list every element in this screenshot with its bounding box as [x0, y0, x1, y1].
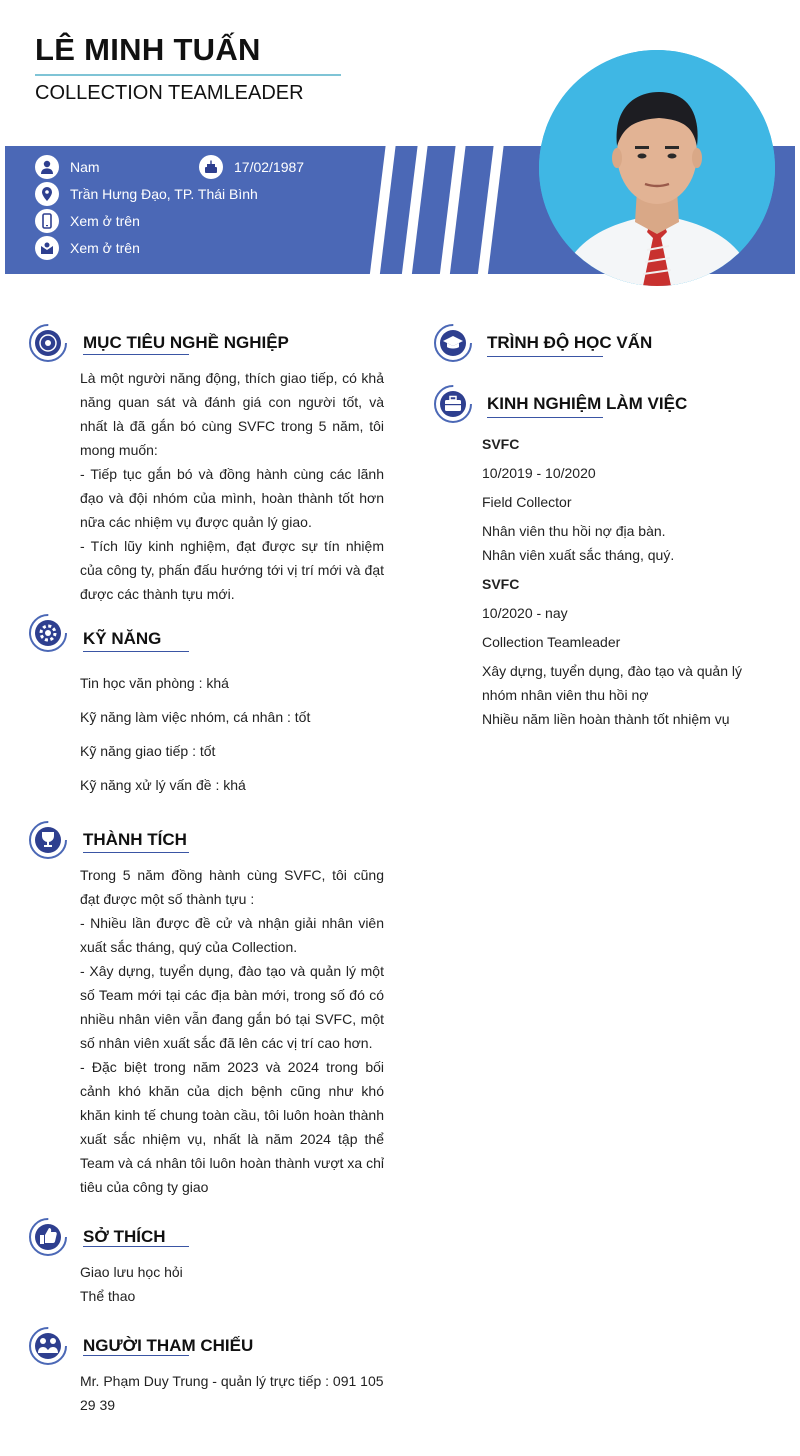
job-company: SVFC	[482, 436, 520, 452]
job-description: Xây dựng, tuyển dụng, đào tạo và quản lý nhóm nhân viên thu hồi nợ	[482, 663, 743, 703]
hobbies-underline	[83, 1246, 189, 1247]
profile-photo	[539, 50, 775, 286]
skills-underline	[83, 651, 189, 652]
skill-item: Tin học văn phòng : khá	[80, 675, 229, 691]
objective-paragraph: - Tiếp tục gắn bó và đồng hành cùng các lãnh đạo và đội nhóm của mình, hoàn thành tốt hơn nữa các nhiệm vụ được quản lý giao.	[80, 466, 384, 530]
experience-underline	[487, 417, 603, 418]
graduation-cap-icon	[433, 323, 473, 363]
candidate-name: LÊ MINH TUẤN	[35, 32, 261, 67]
job-description: Nhiều năm liền hoàn thành tốt nhiệm vụ	[482, 711, 730, 727]
job-period: 10/2020 - nay	[482, 605, 568, 621]
job-position: Field Collector	[482, 494, 572, 510]
decor-stripe	[475, 146, 505, 274]
achievement-paragraph: - Đặc biệt trong năm 2023 và 2024 trong bối cảnh khó khăn của dịch bệnh cũng như khó khăn kinh tế chung toàn cầu, tôi luôn hoàn thành xuất sắc nhiệm vụ, nhất là năm 2024 tập thể Team và cá nhân tôi luôn hoàn thành vượt xa chỉ tiêu của công ty giao	[80, 1059, 384, 1195]
location-pin-icon	[35, 182, 59, 206]
education-underline	[487, 356, 603, 357]
skill-item: Kỹ năng giao tiếp : tốt	[80, 743, 216, 759]
email-icon	[35, 236, 59, 260]
references-underline	[83, 1355, 189, 1356]
achievement-paragraph: - Xây dựng, tuyển dụng, đào tạo và quản lý một số Team mới tại các địa bàn mới, trong số đó có nhiều nhân viên vẫn đang gắn bó tại SVFC, một số nhân viên xuất sắc đã lên các vị trí cao hơn.	[80, 963, 384, 1051]
contact-birthday	[199, 155, 304, 179]
hobby-item: Giao lưu học hỏi	[80, 1264, 183, 1280]
references-title: NGƯỜI THAM CHIẾU	[83, 1336, 254, 1355]
skill-item: Kỹ năng xử lý vấn đề : khá	[80, 777, 246, 793]
target-icon	[28, 323, 68, 363]
contact-gender	[35, 155, 100, 179]
job-position: Collection Teamleader	[482, 634, 621, 650]
decor-stripe	[367, 146, 397, 274]
achievements-title: THÀNH TÍCH	[83, 830, 187, 849]
achievement-paragraph: - Nhiều lần được đề cử và nhận giải nhân viên xuất sắc tháng, quý của Collection.	[80, 915, 384, 955]
skills-title: KỸ NĂNG	[83, 629, 162, 648]
handshake-icon	[28, 1326, 68, 1366]
hobbies-title: SỞ THÍCH	[83, 1227, 166, 1246]
gear-icon	[28, 613, 68, 653]
achievement-paragraph: Trong 5 năm đồng hành cùng SVFC, tôi cũng đạt được một số thành tựu :	[80, 867, 384, 907]
thumbs-up-icon	[28, 1217, 68, 1257]
objective-title: MỤC TIÊU NGHỀ NGHIỆP	[83, 333, 289, 352]
briefcase-icon	[433, 384, 473, 424]
birthday-text: 17/02/1987	[234, 159, 305, 175]
phone-icon	[35, 209, 59, 233]
email-text: Xem ở trên	[70, 240, 140, 256]
trophy-icon	[28, 820, 68, 860]
decor-stripe	[437, 146, 467, 274]
job-period: 10/2019 - 10/2020	[482, 465, 596, 481]
person-icon	[35, 155, 59, 179]
job-description: Nhân viên thu hồi nợ địa bàn.	[482, 523, 666, 539]
cake-icon	[199, 155, 223, 179]
decor-stripe	[399, 146, 429, 274]
skill-item: Kỹ năng làm việc nhóm, cá nhân : tốt	[80, 709, 311, 725]
contact-email	[35, 236, 140, 260]
achievements-underline	[83, 852, 189, 853]
name-underline	[35, 74, 341, 76]
job-company: SVFC	[482, 576, 520, 592]
job-description: Nhân viên xuất sắc tháng, quý.	[482, 547, 675, 563]
education-title: TRÌNH ĐỘ HỌC VẤN	[487, 333, 653, 352]
contact-phone	[35, 209, 140, 233]
contact-address	[35, 182, 258, 206]
objective-paragraph: - Tích lũy kinh nghiệm, đạt được sự tín nhiệm của công ty, phấn đấu hướng tới vị trí mới và đạt được các thành tựu mới.	[80, 538, 384, 602]
address-text: Trần Hưng Đạo, TP. Thái Bình	[70, 186, 258, 202]
experience-title: KINH NGHIỆM LÀM VIỆC	[487, 394, 688, 413]
hobby-item: Thể thao	[80, 1288, 136, 1304]
gender-text: Nam	[70, 159, 100, 175]
job-title: COLLECTION TEAMLEADER	[35, 82, 304, 104]
objective-paragraph: Là một người năng động, thích giao tiếp, có khả năng quan sát và đánh giá con người tốt, và nhất là đã gắn bó cùng SVFC trong 5 năm, tôi mong muốn:	[80, 370, 384, 458]
reference-text: Mr. Phạm Duy Trung - quản lý trực tiếp : 091 105 29 39	[80, 1373, 384, 1413]
objective-underline	[83, 354, 189, 355]
phone-text: Xem ở trên	[70, 213, 140, 229]
